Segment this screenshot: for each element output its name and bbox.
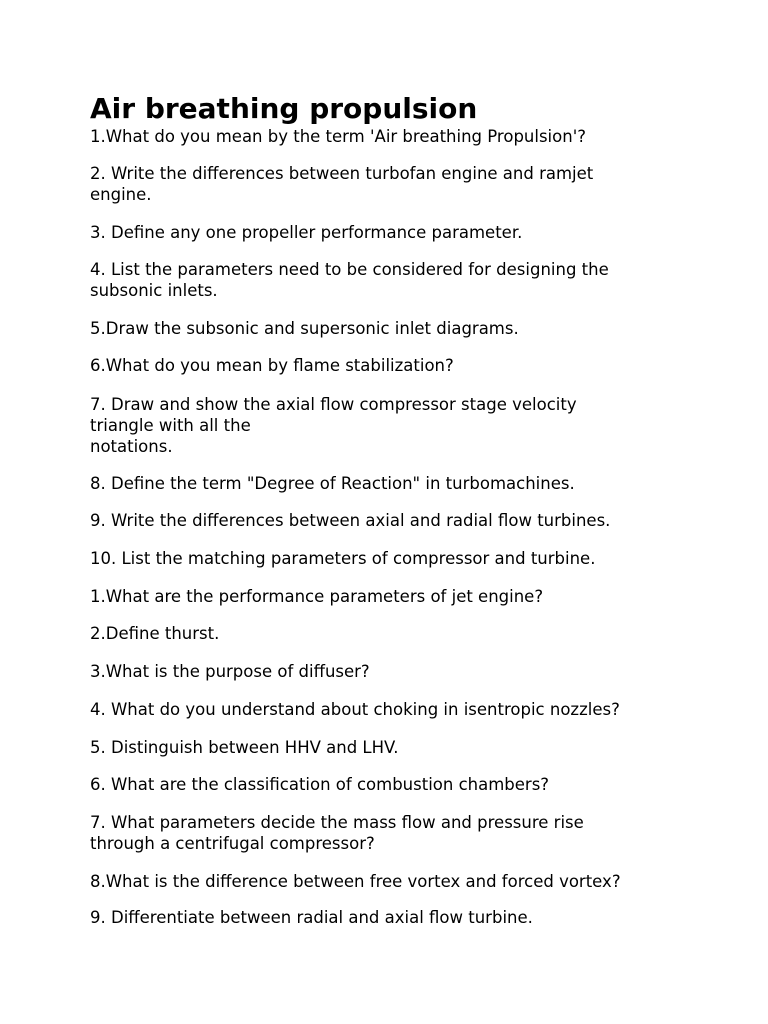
question-item: 4. What do you understand about choking in isentropic nozzles? [90,700,620,719]
question-item: 9. Write the differences between axial and radial flow turbines. [90,511,611,530]
question-item: 9. Differentiate between radial and axial flow turbine. [90,908,533,927]
document-title: Air breathing propulsion [90,92,478,125]
question-item: 3.What is the purpose of diffuser? [90,662,370,681]
question-item: 5.Draw the subsonic and supersonic inlet diagrams. [90,319,519,338]
question-item: 6. What are the classification of combustion chambers? [90,775,550,794]
question-item: 4. List the parameters need to be considered for designing the subsonic inlets. [90,260,609,300]
question-item: 2.Define thurst. [90,624,220,643]
question-item: 8. Define the term "Degree of Reaction" in turbomachines. [90,474,575,493]
question-item: 7. Draw and show the axial flow compressor stage velocity triangle with all the notations. [90,395,577,456]
question-item: 6.What do you mean by flame stabilization? [90,356,454,375]
question-item: 3. Define any one propeller performance parameter. [90,223,523,242]
question-item: 5. Distinguish between HHV and LHV. [90,738,399,757]
question-item: 7. What parameters decide the mass flow and pressure rise through a centrifugal compressor? [90,813,584,853]
question-item: 8.What is the difference between free vortex and forced vortex? [90,872,621,891]
question-item: 1.What do you mean by the term 'Air breathing Propulsion'? [90,127,586,146]
question-item: 2. Write the differences between turbofan engine and ramjet engine. [90,164,594,204]
question-item: 1.What are the performance parameters of jet engine? [90,587,544,606]
question-item: 10. List the matching parameters of compressor and turbine. [90,549,596,568]
